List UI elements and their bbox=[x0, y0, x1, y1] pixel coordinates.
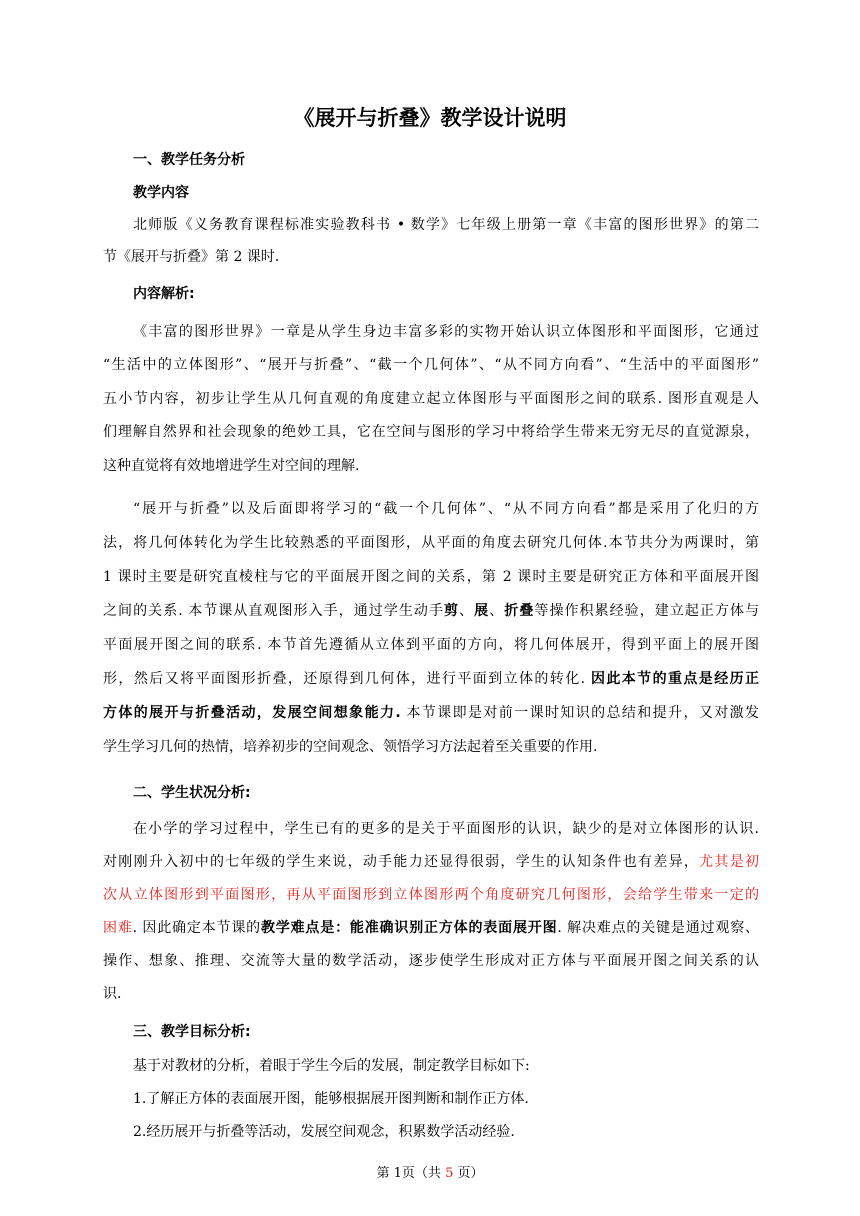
paragraph-line bbox=[103, 702, 759, 722]
highlight-text: 困难 bbox=[103, 920, 133, 936]
text-run: 形，然后又将平面图形折叠，还原得到几何体，进行平面到立体的转化. bbox=[103, 671, 591, 687]
paragraph-line: 基于对教材的分析，着眼于学生今后的发展，制定教学目标如下: bbox=[133, 1058, 530, 1074]
text-run: 、 bbox=[459, 603, 475, 619]
paragraph-line bbox=[103, 917, 759, 937]
section-heading-task-analysis: 一、教学任务分析 bbox=[133, 152, 245, 168]
key-point-text: 方体的展开与折叠活动，发展空间想象能力. bbox=[103, 705, 401, 721]
paragraph-line: 《丰富的图形世界》一章是从学生身边丰富多彩的实物开始认识立体图形和平面图形，它通过 bbox=[133, 324, 759, 340]
paragraph-line: 平面展开图之间的联系. 本节首先遵循从立体到平面的方向，将几何体展开，得到平面上的展开图 bbox=[103, 637, 759, 653]
text-run: 本节课即是对前一课时知识的总结和提升，又对激发 bbox=[400, 705, 759, 721]
paragraph-line: 在小学的学习过程中，学生已有的更多的是关于平面图形的认识，缺少的是对立体图形的认识. bbox=[133, 821, 759, 837]
section-heading-goal-analysis: 三、教学目标分析: bbox=[133, 1024, 251, 1040]
highlight-text: 尤其是初 bbox=[699, 854, 759, 870]
paragraph-line: 学生学习几何的热情，培养初步的空间观念、领悟学习方法起着至关重要的作用. bbox=[103, 739, 598, 755]
key-point-text: 因此本节的重点是经历正 bbox=[590, 671, 760, 687]
paragraph-line: 操作、想象、推理、交流等大量的数学活动，逐步使学生形成对正方体与平面展开图之间关系的认 bbox=[103, 953, 759, 969]
paragraph-line: 识. bbox=[103, 986, 122, 1002]
paragraph-line: 这种直觉将有效地增进学生对空间的理解. bbox=[103, 458, 360, 474]
goal-item: 2.经历展开与折叠等活动，发展空间观念，积累数学活动经验. bbox=[133, 1124, 515, 1140]
text-run: 等操作积累经验，建立起正方体与 bbox=[534, 603, 760, 619]
footer-text: 第 1页（共 bbox=[376, 1166, 446, 1181]
paragraph-line: 北师版《义务教育课程标准实验教科书 • 数学》七年级上册第一章《丰富的图形世界》的第二 bbox=[133, 217, 759, 233]
paragraph-line: “生活中的立体图形”、“展开与折叠”、“截一个几何体”、“从不同方向看”、“生活中的平面图形” bbox=[103, 357, 759, 373]
emphasis-fold: 折叠 bbox=[504, 603, 535, 619]
paragraph-line bbox=[103, 668, 759, 688]
section-heading-student-analysis: 二、学生状况分析: bbox=[133, 785, 251, 801]
goal-item: 1.了解正方体的表面展开图，能够根据展开图判断和制作正方体. bbox=[133, 1091, 529, 1107]
subheading-content: 教学内容 bbox=[133, 185, 189, 201]
paragraph-line bbox=[103, 851, 759, 871]
subheading-content-analysis: 内容解析: bbox=[133, 286, 195, 302]
text-run: . 因此确定本节课的 bbox=[132, 920, 261, 936]
text-run: 对刚刚升入初中的七年级的学生来说，动手能力还显得很弱，学生的认知条件也有差异， bbox=[103, 854, 700, 870]
paragraph-line: 节《展开与折叠》第 2 课时. bbox=[103, 249, 280, 265]
paragraph-line: 五小节内容，初步让学生从几何直观的角度建立起立体图形与平面图形之间的联系. 图形直观是人 bbox=[103, 391, 759, 407]
page-footer bbox=[0, 1162, 860, 1181]
paragraph-line: 法，将几何体转化为学生比较熟悉的平面图形，从平面的角度去研究几何体.本节共分为两课时，第 bbox=[103, 535, 759, 551]
paragraph-line: 们理解自然界和社会现象的绝妙工具，它在空间与图形的学习中将给学生带来无穷无尽的直觉源泉， bbox=[103, 424, 759, 440]
text-run: 、 bbox=[489, 603, 505, 619]
paragraph-line: “展开与折叠”以及后面即将学习的“截一个几何体”、“从不同方向看”都是采用了化归的方 bbox=[133, 501, 759, 517]
text-run: 之间的关系. 本节课从直观图形入手，通过学生动手 bbox=[103, 603, 445, 619]
text-run: . 解决难点的关键是通过观察、 bbox=[557, 920, 760, 936]
emphasis-unfold: 展 bbox=[474, 603, 490, 619]
total-pages: 5 bbox=[445, 1166, 454, 1181]
document-title: 《展开与折叠》教学设计说明 bbox=[293, 106, 567, 130]
paragraph-line bbox=[103, 600, 759, 620]
difficulty-text: 教学难点是：能准确识别正方体的表面展开图 bbox=[260, 920, 558, 936]
footer-text: 页） bbox=[453, 1166, 484, 1181]
paragraph-line: 1 课时主要是研究直棱柱与它的平面展开图之间的关系，第 2 课时主要是研究正方体和平面展开图 bbox=[103, 569, 759, 585]
emphasis-cut: 剪 bbox=[444, 603, 460, 619]
paragraph-line-highlight: 次从立体图形到平面图形，再从平面图形到立体图形两个角度研究几何图形，会给学生带来一定的 bbox=[103, 887, 759, 903]
